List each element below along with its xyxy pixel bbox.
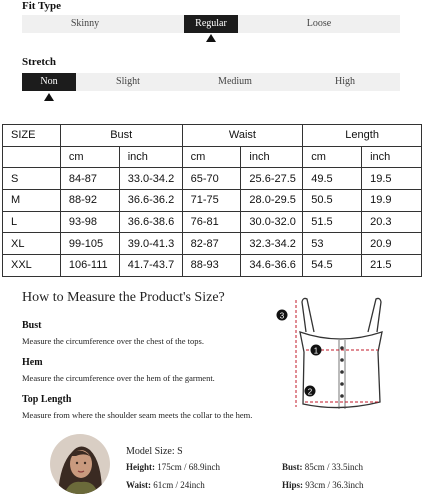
table-cell: 93-98 (60, 211, 119, 233)
table-row (3, 168, 422, 190)
table-cell: 99-105 (60, 233, 119, 255)
unit-cell-empty (3, 146, 61, 168)
bust-description: Measure the circumference over the chest of the tops. (22, 336, 204, 346)
fit-type-selector (22, 15, 400, 33)
table-cell: 34.6-36.6 (241, 255, 303, 277)
unit-cell: inch (119, 146, 182, 168)
table-unit-row (3, 146, 422, 168)
table-cell: 65-70 (182, 168, 241, 190)
unit-cell: cm (60, 146, 119, 168)
table-cell: 36.6-36.2 (119, 190, 182, 212)
marker-3-label: 3 (279, 311, 285, 321)
stretch-selected-marker-icon (44, 93, 54, 101)
top-length-description: Measure from where the shoulder seam meets the collar to the hem. (22, 410, 253, 420)
model-height-value: 175cm / 68.9inch (157, 462, 220, 472)
fit-option-regular[interactable]: Regular (184, 15, 238, 33)
model-hips-value: 93cm / 36.3inch (305, 480, 364, 490)
table-cell: 82-87 (182, 233, 241, 255)
table-cell: 76-81 (182, 211, 241, 233)
stretch-option-high[interactable]: High (335, 76, 355, 87)
garment-measure-diagram (270, 292, 410, 420)
model-hips-label: Hips: (282, 480, 304, 490)
stretch-option-slight[interactable]: Slight (116, 76, 140, 87)
fit-option-skinny[interactable]: Skinny (70, 18, 100, 29)
table-cell: 32.3-34.2 (241, 233, 303, 255)
table-row (3, 255, 422, 277)
marker-2-label: 2 (307, 387, 313, 397)
table-cell: 36.6-38.6 (119, 211, 182, 233)
table-cell: S (3, 168, 61, 190)
size-chart-table (2, 124, 422, 277)
hem-label: Hem (22, 357, 43, 368)
header-length: Length (303, 125, 422, 147)
model-waist-value: 61cm / 24inch (153, 480, 205, 490)
table-cell: 41.7-43.7 (119, 255, 182, 277)
stretch-option-medium[interactable]: Medium (218, 76, 252, 87)
table-cell: 21.5 (362, 255, 422, 277)
table-cell: 88-92 (60, 190, 119, 212)
unit-cell: cm (303, 146, 362, 168)
table-cell: 51.5 (303, 211, 362, 233)
model-height (126, 462, 220, 472)
fit-option-loose[interactable]: Loose (306, 18, 332, 29)
model-avatar (50, 434, 110, 494)
model-height-label: Height: (126, 462, 155, 472)
table-row (3, 233, 422, 255)
table-cell: XXL (3, 255, 61, 277)
measure-title: How to Measure the Product's Size? (22, 290, 225, 305)
table-cell: M (3, 190, 61, 212)
table-row (3, 211, 422, 233)
table-cell: 54.5 (303, 255, 362, 277)
table-cell: 49.5 (303, 168, 362, 190)
table-cell: 50.5 (303, 190, 362, 212)
table-cell: 84-87 (60, 168, 119, 190)
table-cell: 30.0-32.0 (241, 211, 303, 233)
table-cell: XL (3, 233, 61, 255)
header-size: SIZE (3, 125, 61, 147)
table-cell: 28.0-29.5 (241, 190, 303, 212)
header-bust: Bust (60, 125, 182, 147)
unit-cell: inch (362, 146, 422, 168)
model-bust (282, 462, 363, 472)
model-size-label: Model Size: (126, 446, 175, 457)
model-size-value: S (177, 446, 183, 457)
unit-cell: inch (241, 146, 303, 168)
table-header-row (3, 125, 422, 147)
fit-selected-marker-icon (206, 34, 216, 42)
table-cell: 53 (303, 233, 362, 255)
table-cell: 19.5 (362, 168, 422, 190)
hem-description: Measure the circumference over the hem of the garment. (22, 373, 215, 383)
table-cell: 33.0-34.2 (119, 168, 182, 190)
model-hips (282, 480, 364, 490)
table-cell: 88-93 (182, 255, 241, 277)
table-cell: 25.6-27.5 (241, 168, 303, 190)
bust-label: Bust (22, 320, 42, 331)
table-cell: 106-111 (60, 255, 119, 277)
top-length-label: Top Length (22, 394, 72, 405)
table-cell: 20.3 (362, 211, 422, 233)
right-strap (368, 298, 381, 332)
model-bust-label: Bust: (282, 462, 303, 472)
fit-type-title: Fit Type (22, 0, 62, 12)
unit-cell: cm (182, 146, 241, 168)
header-waist: Waist (182, 125, 303, 147)
table-cell: L (3, 211, 61, 233)
model-waist-label: Waist: (126, 480, 152, 490)
model-size (126, 446, 183, 457)
marker-1-label: 1 (313, 346, 319, 356)
table-cell: 39.0-41.3 (119, 233, 182, 255)
stretch-selector (22, 73, 400, 91)
model-waist (126, 480, 205, 490)
left-strap (302, 298, 314, 332)
table-row (3, 190, 422, 212)
table-cell: 71-75 (182, 190, 241, 212)
table-cell: 19.9 (362, 190, 422, 212)
table-cell: 20.9 (362, 233, 422, 255)
stretch-title: Stretch (22, 56, 57, 68)
stretch-option-non[interactable]: Non (22, 73, 76, 91)
model-bust-value: 85cm / 33.5inch (304, 462, 364, 472)
